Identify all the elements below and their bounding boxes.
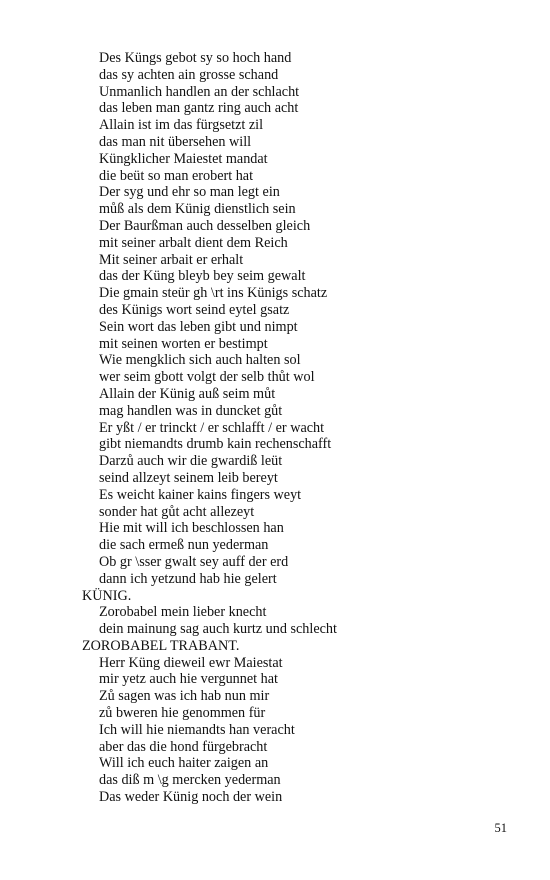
verse-line: wer seim gbott volgt der selb thůt wol (99, 369, 315, 386)
verse-line: Es weicht kainer kains fingers weyt (99, 486, 302, 503)
verse-line: Der Baurßman auch desselben gleich (99, 217, 311, 234)
poem-text-block (82, 50, 522, 806)
verse-line: Küngklicher Maiestet mandat (99, 150, 268, 167)
verse-line: Hie mit will ich beschlossen han (99, 520, 284, 537)
verse-line: Der syg und ehr so man legt ein (99, 184, 280, 201)
verse-line: Ob gr \sser gwalt sey auff der erd (99, 553, 289, 570)
verse-line: das man nit übersehen will (99, 133, 252, 150)
verse-line: die sach ermeß nun yederman (99, 537, 269, 554)
verse-line: das leben man gantz ring auch acht (99, 100, 299, 117)
verse-line: Unmanlich handlen an der schlacht (99, 83, 300, 100)
verse-line: aber das die hond fürgebracht (99, 738, 268, 755)
verse-line: Wie mengklich sich auch halten sol (99, 352, 301, 369)
verse-line: Er yßt / er trinckt / er schlafft / er wacht (99, 419, 325, 436)
verse-line: Allain ist im das fürgsetzt zil (99, 117, 264, 134)
verse-line: můß als dem Künig dienstlich sein (99, 201, 296, 218)
verse-line: gibt niemandts drumb kain rechenschafft (99, 436, 332, 453)
verse-line: Ich will hie niemandts han veracht (99, 721, 295, 738)
verse-line: Will ich euch haiter zaigen an (99, 755, 269, 772)
verse-line: seind allzeyt seinem leib bereyt (99, 469, 278, 486)
verse-line: mag handlen was in duncket gůt (99, 402, 283, 419)
verse-line: das sy achten ain grosse schand (99, 66, 279, 83)
verse-line: mit seinen worten er bestimpt (99, 335, 268, 352)
verse-line: Sein wort das leben gibt und nimpt (99, 318, 298, 335)
verse-line: Allain der Künig auß seim můt (99, 385, 276, 402)
page-number: 51 (494, 821, 507, 835)
verse-line: Zů sagen was ich hab nun mir (99, 688, 270, 705)
verse-line: Mit seiner arbait er erhalt (99, 251, 244, 268)
verse-line: mir yetz auch hie vergunnet hat (99, 671, 278, 688)
verse-line: sonder hat gůt acht allezeyt (99, 503, 255, 520)
verse-line: mit seiner arbalt dient dem Reich (99, 234, 288, 251)
verse-line: die beüt so man erobert hat (99, 167, 254, 184)
verse-line: zů bweren hie genommen für (99, 705, 266, 722)
verse-line: das diß m \g mercken yederman (99, 772, 281, 789)
speaker-heading: ZOROBABEL TRABANT. (82, 637, 240, 654)
verse-line: dann ich yetzund hab hie gelert (99, 570, 277, 587)
verse-line: Das weder Künig noch der wein (99, 789, 283, 806)
verse-line: Zorobabel mein lieber knecht (99, 604, 267, 621)
verse-line: das der Küng bleyb bey seim gewalt (99, 268, 306, 285)
verse-line: des Künigs wort seind eytel gsatz (99, 301, 290, 318)
verse-line: Des Küngs gebot sy so hoch hand (99, 50, 292, 66)
verse-line: Die gmain steür gh \rt ins Künigs schatz (99, 285, 328, 302)
speaker-heading: KÜNIG. (82, 587, 132, 604)
verse-line: Herr Küng dieweil ewr Maiestat (99, 654, 283, 671)
verse-line: dein mainung sag auch kurtz und schlecht (99, 621, 337, 638)
verse-line: Darzů auch wir die gwardiß leüt (99, 453, 283, 470)
